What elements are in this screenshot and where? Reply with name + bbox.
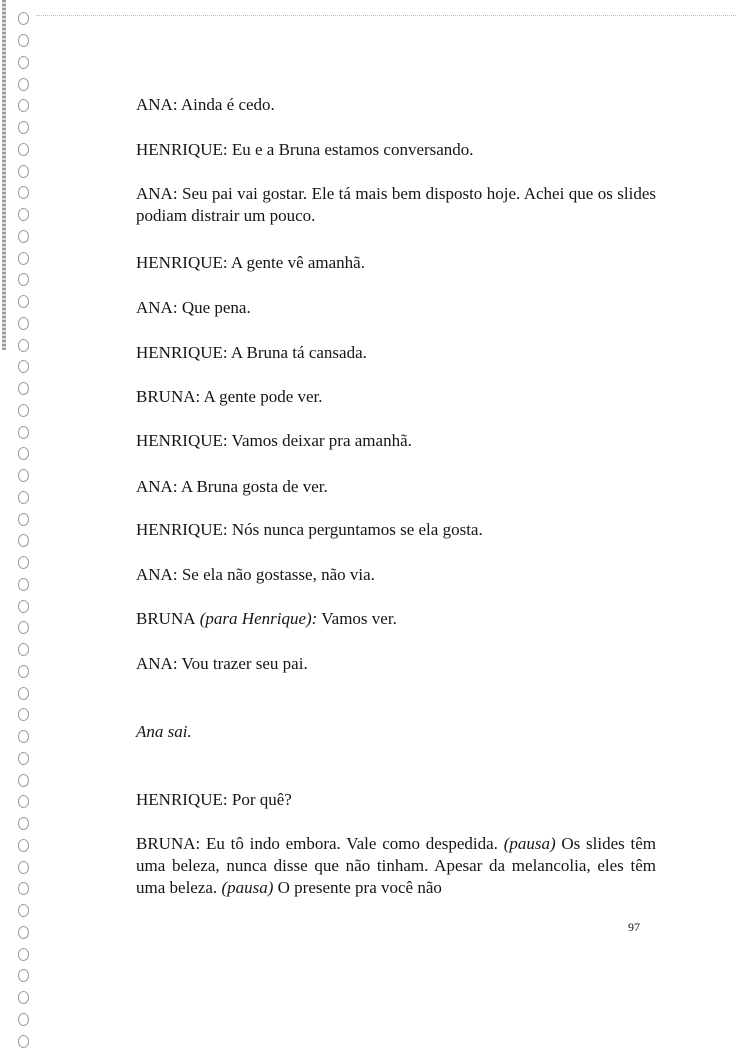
punch-hole xyxy=(18,795,29,808)
binder-margin xyxy=(0,0,40,1060)
punch-hole xyxy=(18,513,29,526)
punch-hole xyxy=(18,404,29,417)
dialogue-line xyxy=(136,252,656,274)
top-dotted-rule xyxy=(36,15,736,16)
speaker: HENRIQUE: xyxy=(136,520,228,539)
punch-hole xyxy=(18,643,29,656)
punch-hole xyxy=(18,382,29,395)
punch-hole xyxy=(18,469,29,482)
punch-hole xyxy=(18,904,29,917)
speaker: ANA: xyxy=(136,565,178,584)
dialogue-line xyxy=(136,476,656,498)
speech: A gente vê amanhã. xyxy=(227,253,365,272)
dialogue-line xyxy=(136,342,656,364)
punch-hole xyxy=(18,78,29,91)
punch-hole xyxy=(18,926,29,939)
dialogue-line xyxy=(136,564,656,586)
punch-hole xyxy=(18,447,29,460)
speech: Ainda é cedo. xyxy=(177,95,275,114)
punch-hole xyxy=(18,34,29,47)
speaker: BRUNA xyxy=(136,609,196,628)
punch-hole xyxy=(18,143,29,156)
punch-hole xyxy=(18,12,29,25)
speaker: ANA: xyxy=(136,95,178,114)
punch-hole xyxy=(18,208,29,221)
punch-hole xyxy=(18,861,29,874)
punch-hole xyxy=(18,230,29,243)
punch-hole xyxy=(18,774,29,787)
speech: Os slides têm uma beleza, nunca disse que não tinham. Apesar da melancolia, eles têm uma beleza. xyxy=(136,834,656,897)
stage-direction: (para Henrique): xyxy=(195,609,318,628)
punch-hole xyxy=(18,426,29,439)
punch-hole xyxy=(18,534,29,547)
punch-hole xyxy=(18,317,29,330)
punch-hole xyxy=(18,121,29,134)
dialogue-line xyxy=(136,519,656,541)
punch-hole xyxy=(18,186,29,199)
stage-direction: (pausa) xyxy=(221,878,274,897)
punch-hole xyxy=(18,491,29,504)
speaker: ANA: xyxy=(136,477,178,496)
dialogue-line xyxy=(136,139,656,161)
punch-hole xyxy=(18,730,29,743)
speech: A Bruna gosta de ver. xyxy=(177,477,328,496)
punch-hole xyxy=(18,991,29,1004)
punch-hole xyxy=(18,339,29,352)
punch-hole xyxy=(18,1013,29,1026)
dialogue-line xyxy=(136,430,656,452)
punch-hole xyxy=(18,948,29,961)
speaker: ANA: xyxy=(136,184,178,203)
punch-hole xyxy=(18,687,29,700)
speaker: BRUNA: xyxy=(136,834,201,853)
punch-hole xyxy=(18,556,29,569)
punch-hole xyxy=(18,360,29,373)
punch-hole xyxy=(18,295,29,308)
punch-hole xyxy=(18,621,29,634)
punch-hole xyxy=(18,1035,29,1048)
dialogue-line xyxy=(136,653,656,675)
punch-hole xyxy=(18,882,29,895)
speaker: HENRIQUE: xyxy=(136,253,228,272)
punch-hole xyxy=(18,969,29,982)
punch-hole xyxy=(18,99,29,112)
speech: Eu e a Bruna estamos conversando. xyxy=(227,140,474,159)
punch-hole xyxy=(18,578,29,591)
speech: O presente pra você não xyxy=(273,878,442,897)
punch-hole xyxy=(18,600,29,613)
dialogue-line xyxy=(136,297,656,319)
stage-direction: (pausa) xyxy=(503,834,556,853)
punch-hole xyxy=(18,708,29,721)
dialogue-line xyxy=(136,94,656,116)
speaker: HENRIQUE: xyxy=(136,140,228,159)
speech: Seu pai vai gostar. Ele tá mais bem disposto hoje. Achei que os slides podiam distrair um pouco. xyxy=(136,184,656,225)
speaker: BRUNA: xyxy=(136,387,201,406)
punch-hole xyxy=(18,752,29,765)
punch-hole xyxy=(18,665,29,678)
dialogue-line xyxy=(136,183,656,227)
speaker: ANA: xyxy=(136,298,178,317)
speech: A gente pode ver. xyxy=(200,387,323,406)
dialogue-line xyxy=(136,386,656,408)
punch-hole xyxy=(18,252,29,265)
speaker: ANA: xyxy=(136,654,178,673)
speech: Eu tô indo embora. Vale como despedida. xyxy=(200,834,504,853)
speech: Nós nunca perguntamos se ela gosta. xyxy=(227,520,483,539)
punch-hole xyxy=(18,165,29,178)
speech: Que pena. xyxy=(177,298,251,317)
punch-hole xyxy=(18,56,29,69)
punch-hole xyxy=(18,839,29,852)
speech: Vou trazer seu pai. xyxy=(177,654,308,673)
stage-direction: Ana sai. xyxy=(136,722,192,741)
speaker: HENRIQUE: xyxy=(136,790,228,809)
speech: Vamos ver. xyxy=(317,609,397,628)
speaker: HENRIQUE: xyxy=(136,431,228,450)
dialogue-line xyxy=(136,608,656,630)
speech: Se ela não gostasse, não via. xyxy=(177,565,375,584)
speech: Vamos deixar pra amanhã. xyxy=(227,431,412,450)
dialogue-line xyxy=(136,833,656,899)
dialogue-line xyxy=(136,789,656,811)
binding-edge xyxy=(2,0,6,350)
speech: A Bruna tá cansada. xyxy=(227,343,367,362)
speaker: HENRIQUE: xyxy=(136,343,228,362)
punch-hole xyxy=(18,817,29,830)
speech: Por quê? xyxy=(227,790,292,809)
punch-hole xyxy=(18,273,29,286)
page-number: 97 xyxy=(628,920,640,934)
